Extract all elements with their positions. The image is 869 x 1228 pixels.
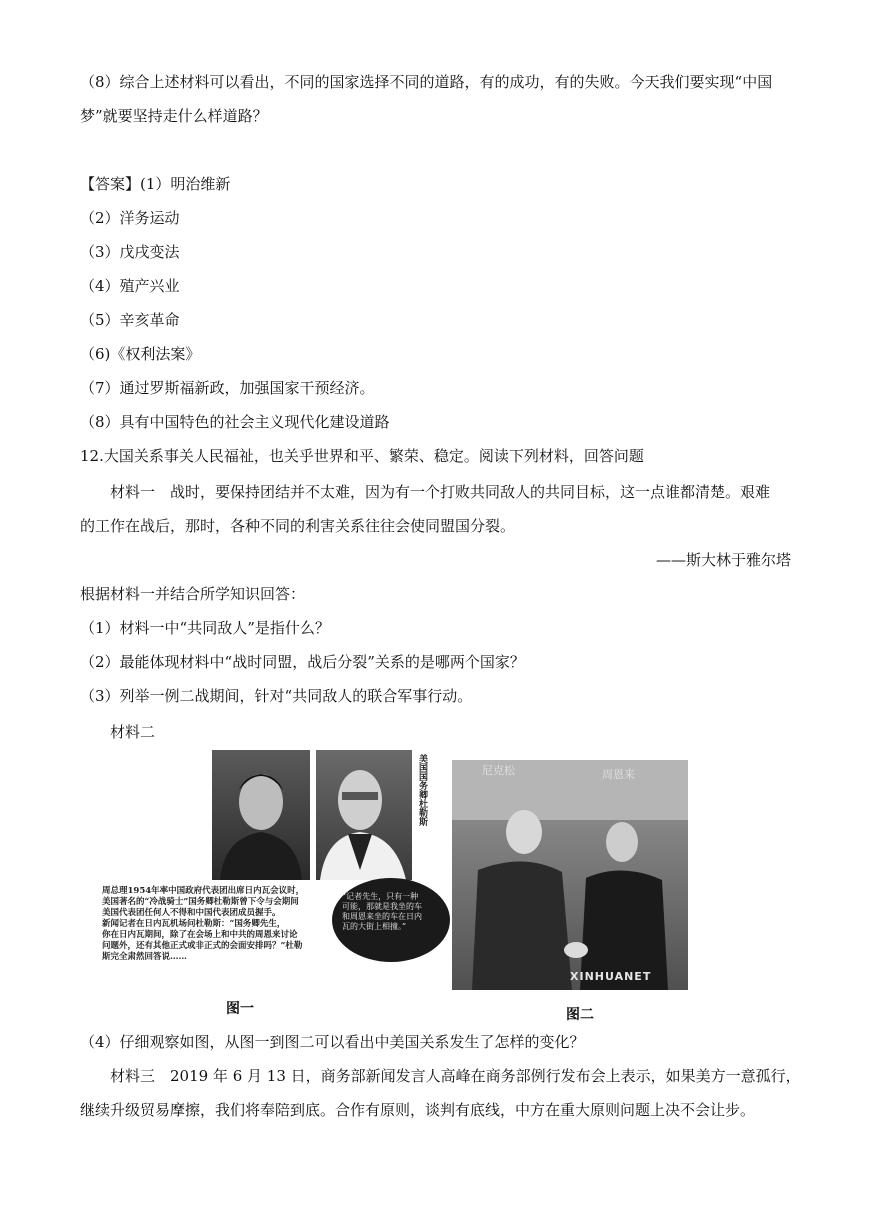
- dulles-portrait: [316, 750, 412, 880]
- note-line: 斯完全肃然回答说……: [102, 952, 188, 962]
- material-3-line-1: 材料三 2019 年 6 月 13 日，商务部新闻发言人高峰在商务部例行发布会上表示，如果美方一意孤行，: [110, 1067, 801, 1085]
- note-line: 新闻记者在日内瓦机场问杜勒斯：“国务卿先生，: [102, 919, 286, 929]
- q12-sub-4: （4）仔细观察如图，从图一到图二可以看出中美国关系发生了怎样的变化？: [80, 1033, 585, 1051]
- answer-2: （2）洋务运动: [80, 209, 180, 227]
- bubble-line: 和周恩来坐的车在日内: [342, 912, 422, 921]
- dulles-vertical-caption: 美国国务卿杜勒斯: [417, 754, 427, 826]
- answer-1: 【答案】(1）明治维新: [80, 175, 231, 193]
- material-2-figure: [80, 748, 720, 1028]
- note-line: 美国代表团任何人不得和中国代表团成员握手。: [102, 908, 281, 918]
- zhou-enlai-portrait: [212, 750, 310, 880]
- zhou-name-label: 周恩来: [602, 768, 635, 781]
- answer-5: （5）辛亥革命: [80, 311, 180, 329]
- q8-line-1: （8）综合上述材料可以看出，不同的国家选择不同的道路，有的成功，有的失败。今天我们要实现“中国: [80, 73, 773, 91]
- material-3-line-2: 继续升级贸易摩擦，我们将奉陪到底。合作有原则，谈判有底线，中方在重大原则问题上决不会让步。: [80, 1101, 756, 1119]
- material-2-label: 材料二: [110, 723, 156, 741]
- answer-4: （4）殖产兴业: [80, 277, 180, 295]
- q12-title: 12.大国关系事关人民福祉，也关乎世界和平、繁荣、稳定。阅读下列材料，回答问题: [80, 447, 644, 465]
- q12-sub-1: （1）材料一中“共同敌人”是指什么？: [80, 619, 330, 637]
- q12-prompt: 根据材料一并结合所学知识回答：: [80, 585, 306, 603]
- answer-6: （6)《权利法案》: [80, 345, 201, 363]
- xinhua-watermark: XINHUANET: [570, 970, 652, 983]
- dulles-quote-bubble: [332, 878, 450, 962]
- answer-7: （7）通过罗斯福新政，加强国家干预经济。: [80, 379, 375, 397]
- figure-1-label: 图一: [226, 1001, 254, 1017]
- note-line: 问题外，还有其他正式或非正式的会面安排吗？”杜勒: [102, 941, 303, 951]
- material-1-source: ——斯大林于雅尔塔: [655, 551, 791, 569]
- nixon-name-label: 尼克松: [482, 764, 515, 777]
- bubble-line: 瓦的大街上相撞。”: [342, 922, 407, 931]
- note-line: 美国著名的“冷战骑士”国务卿杜勒斯曾下令与会期间: [102, 897, 299, 907]
- note-line: 你在日内瓦期间，除了在会场上和中共的周恩来讨论: [102, 930, 298, 940]
- material-1-line-2: 的工作在战后，那时，各种不同的利害关系往往会使同盟国分裂。: [80, 517, 516, 535]
- figure-2-label: 图二: [566, 1007, 594, 1023]
- nixon-zhou-handshake-photo: [452, 760, 688, 990]
- q12-sub-3: （3）列举一例二战期间，针对“共同敌人的联合军事行动。: [80, 687, 473, 705]
- answer-8: （8）具有中国特色的社会主义现代化建设道路: [80, 413, 390, 431]
- q8-line-2: 梦”就要坚持走什么样道路？: [80, 107, 268, 125]
- bubble-line: 可能，那就是我坐的车: [342, 902, 422, 911]
- q12-sub-2: （2）最能体现材料中“战时同盟，战后分裂”关系的是哪两个国家？: [80, 653, 525, 671]
- answer-3: （3）戊戌变法: [80, 243, 180, 261]
- note-line: 周总理1954年率中国政府代表团出席日内瓦会议时，: [102, 886, 305, 896]
- material-1-line-1: 材料一 战时，要保持团结并不太难，因为有一个打败共同敌人的共同目标，这一点谁都清楚。艰难: [110, 483, 771, 501]
- bubble-line: “记者先生，只有一种: [342, 892, 419, 901]
